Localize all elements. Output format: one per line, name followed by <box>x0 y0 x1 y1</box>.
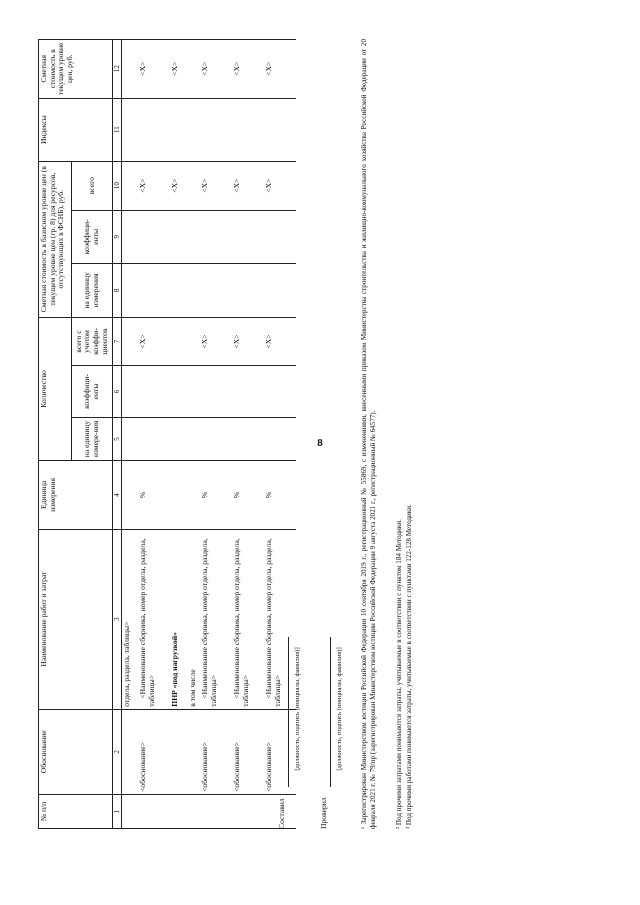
cell-name: <Наименование сборника, номер отдела, раздела, таблицы> <box>200 529 232 709</box>
header-qty-per-unit: на единицу измере-ния <box>72 417 113 461</box>
table-row <box>264 40 296 829</box>
col-num: 6 <box>113 366 122 417</box>
cell-current: <X> <box>138 40 170 99</box>
cell-index <box>138 98 170 161</box>
cell-cost-coef <box>200 210 232 264</box>
cell-qty-per-unit <box>232 417 264 461</box>
col-num: 3 <box>113 529 122 709</box>
cell-qty-coef <box>170 366 188 417</box>
cell-qty-total: <X> <box>264 317 296 366</box>
composed-line <box>288 637 289 787</box>
cell-cost-total: <X> <box>232 161 264 210</box>
cell-current: <X> <box>170 40 188 99</box>
cell-current <box>188 40 200 99</box>
cell-cost-per-unit <box>138 264 170 318</box>
cell-unit: % <box>200 461 232 529</box>
header-current: Сметная стоимость в текущем уровне цен, руб. <box>39 40 113 99</box>
col-num: 5 <box>113 417 122 461</box>
cell-basis <box>122 709 139 794</box>
cell-name: отдела, раздела, таблицы> <box>122 529 139 709</box>
column-numbers-row <box>113 40 122 829</box>
composed-label: Составил <box>277 798 286 829</box>
cell-index <box>170 98 188 161</box>
table-row <box>170 40 188 829</box>
cell-qty-coef <box>200 366 232 417</box>
header-basis: Обоснование <box>39 709 113 794</box>
cell-cost-per-unit <box>122 264 139 318</box>
cell-current: <X> <box>200 40 232 99</box>
cell-cost-per-unit <box>232 264 264 318</box>
cell-qty-per-unit <box>264 417 296 461</box>
cell-name: <Наименование сборника, номер отдела, раздела, таблицы> <box>264 529 296 709</box>
cell-no <box>232 794 264 828</box>
col-num: 11 <box>113 98 122 161</box>
cell-basis <box>170 709 188 794</box>
col-num: 7 <box>113 317 122 366</box>
cell-cost-coef <box>170 210 188 264</box>
table-row <box>138 40 170 829</box>
cell-qty-total: <X> <box>232 317 264 366</box>
header-cost: Сметная стоимость в базисном уровне цен (в текущем уровне цен (гр. 8) для ресурсов, отсутствующих в ФСНБ), руб. <box>39 161 72 317</box>
checked-hint: [должность, подпись (инициалы, фамилия)] <box>336 647 343 771</box>
cell-cost-total <box>188 161 200 210</box>
header-cost-coef: коэффици-енты <box>72 210 113 264</box>
cell-qty-total <box>170 317 188 366</box>
cell-unit: % <box>232 461 264 529</box>
table-row <box>122 40 139 829</box>
cell-qty-per-unit <box>122 417 139 461</box>
cell-qty-total: <X> <box>138 317 170 366</box>
cell-unit <box>170 461 188 529</box>
cell-current: <X> <box>264 40 296 99</box>
header-cost-total: всего <box>72 161 113 210</box>
cell-current: <X> <box>232 40 264 99</box>
header-qty-total: всего с учетом коэффи-циентов <box>72 317 113 366</box>
cell-cost-coef <box>122 210 139 264</box>
cell-basis: <обоснование> <box>138 709 170 794</box>
cell-unit: % <box>138 461 170 529</box>
cell-index <box>122 98 139 161</box>
col-num: 10 <box>113 161 122 210</box>
cell-qty-coef <box>232 366 264 417</box>
col-num: 9 <box>113 210 122 264</box>
cell-cost-total <box>122 161 139 210</box>
table-row <box>188 40 200 829</box>
cell-no <box>122 794 139 828</box>
cell-no <box>170 794 188 828</box>
cell-unit <box>122 461 139 529</box>
cell-cost-coef <box>138 210 170 264</box>
cell-cost-total: <X> <box>138 161 170 210</box>
header-quantity: Количество <box>39 317 72 461</box>
cell-qty-per-unit <box>188 417 200 461</box>
document-body <box>38 39 413 829</box>
page-number: 8 <box>317 437 323 449</box>
footnote-1: ¹ Зарегистрирован Министерством юстиции Российской Федерации 10 сентября 2019 г., регистрационный № 55869, с изменениями, внесенными приказом Министерства строительства и жилищно-коммунального хозяйства Российской Федерации от 20 февраля 2021 г. № 79/пр (зарегистрирован Министерством юстиции Российской Федерации 9 августа 2021 г., регистрационный № 64577). <box>360 39 377 829</box>
cell-name: ПНР «под нагрузкой» <box>170 529 188 709</box>
cell-cost-total: <X> <box>170 161 188 210</box>
cell-index <box>200 98 232 161</box>
footnote-3: ³ Под прочими работами понимаются затраты, учитываемые в соответствии с пунктами 122-128 Методики. <box>405 504 413 829</box>
cell-qty-per-unit <box>170 417 188 461</box>
table-row <box>232 40 264 829</box>
col-num: 1 <box>113 794 122 828</box>
cell-qty-total: <X> <box>200 317 232 366</box>
cell-index <box>264 98 296 161</box>
composed-hint: [должность, подпись (инициалы, фамилия)] <box>294 647 301 771</box>
cell-current <box>122 40 139 99</box>
cell-qty-coef <box>188 366 200 417</box>
col-num: 2 <box>113 709 122 794</box>
cell-cost-coef <box>188 210 200 264</box>
cell-qty-per-unit <box>200 417 232 461</box>
cell-no <box>200 794 232 828</box>
cell-index <box>188 98 200 161</box>
cell-qty-coef <box>264 366 296 417</box>
table-row <box>200 40 232 829</box>
header-qty-coef: коэффици-енты <box>72 366 113 417</box>
header-row-1 <box>39 40 72 829</box>
cell-qty-total <box>122 317 139 366</box>
cell-cost-per-unit <box>188 264 200 318</box>
cell-qty-total <box>188 317 200 366</box>
cell-name: <Наименование сборника, номер отдела, раздела, таблицы> <box>138 529 170 709</box>
cell-unit <box>188 461 200 529</box>
cell-cost-per-unit <box>170 264 188 318</box>
cell-cost-per-unit <box>264 264 296 318</box>
col-num: 4 <box>113 461 122 529</box>
header-name: Наименование работ и затрат <box>39 529 113 709</box>
cell-basis: <обоснование> <box>200 709 232 794</box>
footnote-2: ² Под прочими затратами понимаются затраты, учитываемые в соответствии с пунктом 184 Методики. <box>395 519 403 829</box>
header-cost-per-unit: на единицу измерения <box>72 264 113 318</box>
cell-unit: % <box>264 461 296 529</box>
checked-label: Проверил <box>319 797 328 829</box>
cell-cost-total: <X> <box>264 161 296 210</box>
cell-qty-coef <box>138 366 170 417</box>
header-no: № п/п <box>39 794 113 828</box>
cell-cost-per-unit <box>200 264 232 318</box>
col-num: 8 <box>113 264 122 318</box>
cell-no <box>138 794 170 828</box>
cell-qty-coef <box>122 366 139 417</box>
col-num: 12 <box>113 40 122 99</box>
cell-name: <Наименование сборника, номер отдела, раздела, таблицы> <box>232 529 264 709</box>
cell-qty-per-unit <box>138 417 170 461</box>
cell-cost-coef <box>232 210 264 264</box>
cell-cost-coef <box>264 210 296 264</box>
estimate-table <box>38 39 296 829</box>
cell-basis: <обоснование> <box>264 709 296 794</box>
cell-basis <box>188 709 200 794</box>
cell-cost-total: <X> <box>200 161 232 210</box>
checked-line <box>330 637 331 787</box>
cell-index <box>232 98 264 161</box>
cell-no <box>188 794 200 828</box>
header-unit: Единица измерения <box>39 461 113 529</box>
cell-name: в том числе <box>188 529 200 709</box>
cell-basis: <обоснование> <box>232 709 264 794</box>
header-indexes: Индексы <box>39 98 113 161</box>
